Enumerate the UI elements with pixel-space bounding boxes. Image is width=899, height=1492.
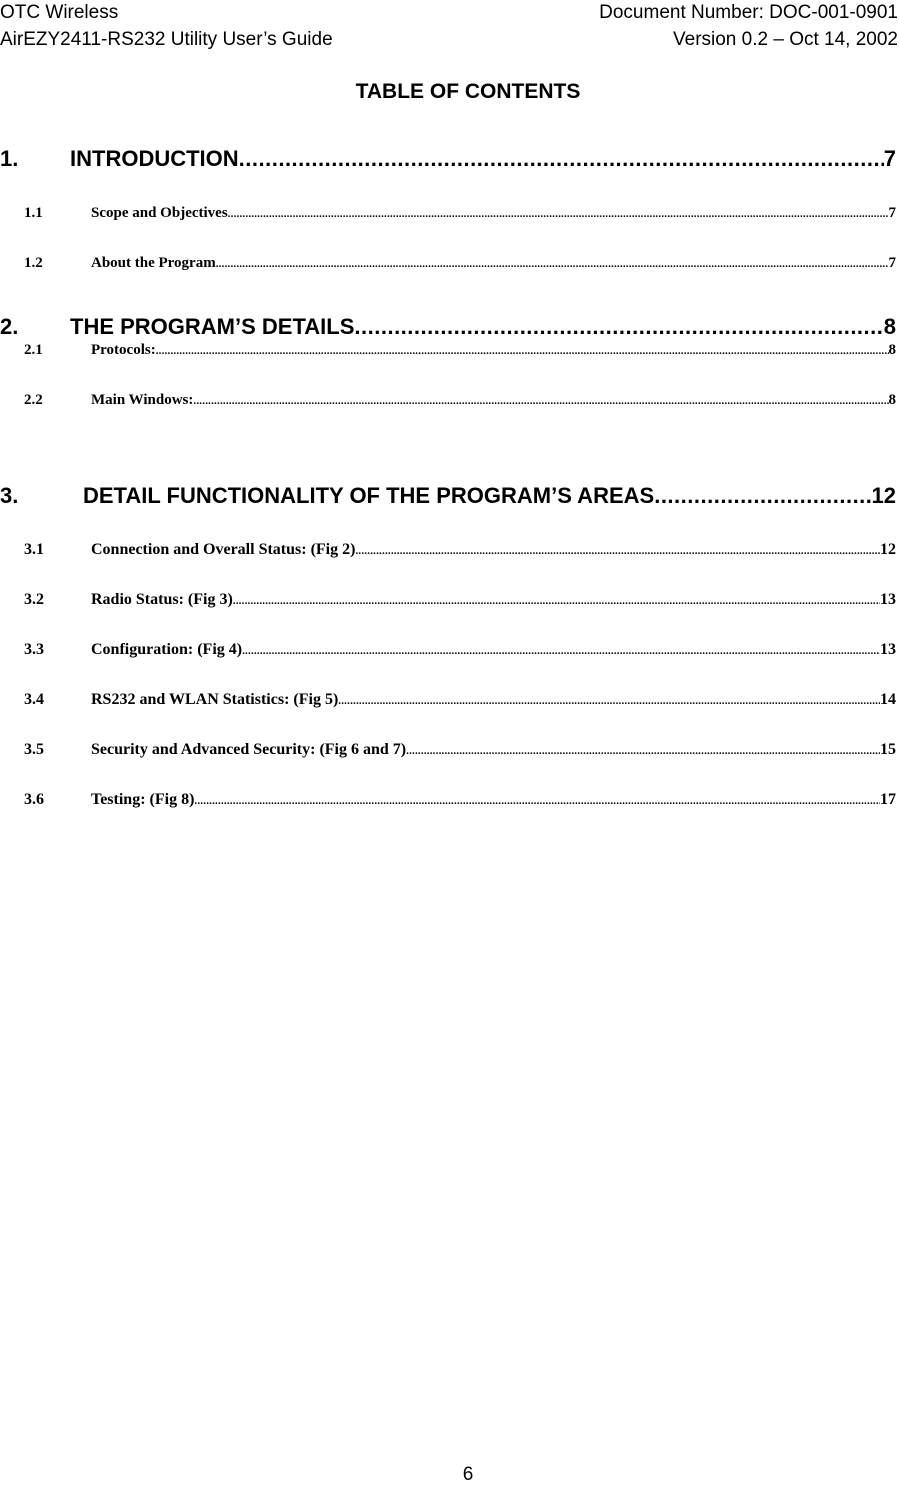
toc-entry-title: Security and Advanced Security: (Fig 6 and 7) <box>91 741 407 758</box>
toc-leader-dots <box>242 645 880 657</box>
page-title: TABLE OF CONTENTS <box>355 80 581 103</box>
toc-entry-number: 1.2 <box>24 255 43 271</box>
document-version: Version 0.2 – Oct 14, 2002 <box>673 29 898 50</box>
page-number: 6 <box>462 1464 474 1485</box>
toc-entry-page: 8 <box>883 314 896 339</box>
toc-entry-page: 7 <box>888 255 896 271</box>
toc-leader-dots <box>193 395 888 407</box>
toc-entry-title: Configuration: (Fig 4) <box>91 641 243 658</box>
toc-entry-page: 7 <box>888 205 896 221</box>
toc-entry-number: 3.1 <box>24 541 44 558</box>
toc-entry-title: Scope and Objectives <box>91 205 228 221</box>
toc-entry-page: 7 <box>883 146 896 171</box>
toc-entry-number: 2. <box>0 314 19 339</box>
toc-entry-number: 3.5 <box>24 741 44 758</box>
toc-entry-number: 3. <box>0 483 19 508</box>
toc-entry-1-1[interactable] <box>24 205 896 222</box>
toc-entry-2-1[interactable] <box>24 342 896 359</box>
toc-entry-number: 1. <box>0 146 19 171</box>
toc-entry-number: 3.3 <box>24 641 44 658</box>
toc-entry-number: 3.6 <box>24 791 44 808</box>
toc-entry-3[interactable] <box>0 483 896 509</box>
toc-entry-3-3[interactable] <box>24 641 896 659</box>
toc-entry-1[interactable] <box>0 146 896 172</box>
toc-leader-dots <box>354 314 883 340</box>
toc-entry-3-1[interactable] <box>24 541 896 559</box>
toc-entry-title: THE PROGRAM’S DETAILS <box>70 314 355 339</box>
toc-entry-1-2[interactable] <box>24 255 896 272</box>
toc-leader-dots <box>654 483 871 509</box>
toc-entry-2-2[interactable] <box>24 392 896 409</box>
toc-entry-title: INTRODUCTION <box>70 146 239 171</box>
toc-entry-number: 2.1 <box>24 342 43 358</box>
toc-leader-dots <box>216 258 889 270</box>
toc-entry-page: 8 <box>888 392 896 408</box>
toc-entry-title: DETAIL FUNCTIONALITY OF THE PROGRAM’S AREAS <box>83 483 655 508</box>
toc-entry-title: Protocols: <box>91 342 156 358</box>
toc-entry-page: 15 <box>880 741 896 758</box>
toc-leader-dots <box>228 208 889 220</box>
guide-title: AirEZY2411-RS232 Utility User’s Guide <box>0 29 333 50</box>
toc-entry-page: 12 <box>880 541 896 558</box>
company-name: OTC Wireless <box>0 2 119 23</box>
toc-entry-3-2[interactable] <box>24 591 896 609</box>
toc-leader-dots <box>239 146 884 172</box>
toc-entry-number: 1.1 <box>24 205 43 221</box>
toc-entry-title: RS232 and WLAN Statistics: (Fig 5) <box>91 691 339 708</box>
toc-entry-page: 17 <box>880 791 896 808</box>
toc-entry-3-6[interactable] <box>24 791 896 809</box>
toc-entry-3-5[interactable] <box>24 741 896 759</box>
toc-entry-number: 3.2 <box>24 591 44 608</box>
toc-entry-title: Testing: (Fig 8) <box>91 791 195 808</box>
toc-entry-number: 3.4 <box>24 691 44 708</box>
toc-entry-page: 13 <box>880 641 896 658</box>
toc-entry-title: Main Windows: <box>91 392 194 408</box>
toc-entry-page: 13 <box>880 591 896 608</box>
toc-entry-2[interactable] <box>0 314 896 340</box>
toc-leader-dots <box>406 745 880 757</box>
toc-leader-dots <box>338 695 880 707</box>
toc-entry-page: 12 <box>871 483 896 508</box>
toc-entry-title: About the Program <box>91 255 216 271</box>
toc-leader-dots <box>355 545 880 557</box>
toc-leader-dots <box>156 345 889 357</box>
toc-entry-page: 8 <box>888 342 896 358</box>
toc-entry-3-4[interactable] <box>24 691 896 709</box>
toc-entry-title: Radio Status: (Fig 3) <box>91 591 233 608</box>
toc-entry-page: 14 <box>880 691 896 708</box>
toc-leader-dots <box>233 595 880 607</box>
document-number: Document Number: DOC-001-0901 <box>599 2 898 23</box>
toc-entry-number: 2.2 <box>24 392 43 408</box>
toc-entry-title: Connection and Overall Status: (Fig 2) <box>91 541 356 558</box>
toc-leader-dots <box>194 795 880 807</box>
